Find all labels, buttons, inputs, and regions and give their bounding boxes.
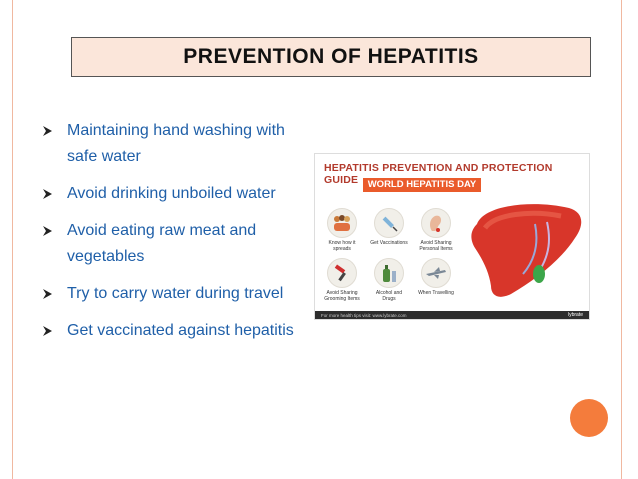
guide-tip-caption: Avoid Sharing Grooming Items	[324, 290, 360, 302]
arrow-bullet-icon	[43, 181, 57, 199]
slide-title-box	[71, 37, 591, 77]
guide-tip	[323, 208, 361, 252]
syringe-icon	[374, 208, 404, 238]
bullet-item	[43, 118, 333, 170]
guide-tip-caption: Get Vaccinations	[370, 240, 408, 246]
razor-icon	[327, 258, 357, 288]
arrow-bullet-icon	[43, 281, 57, 299]
bullet-item	[43, 181, 333, 207]
guide-tip	[417, 208, 455, 252]
guide-tip-caption: Alcohol and Drugs	[375, 290, 403, 302]
guide-tip	[417, 258, 455, 296]
bottle-icon	[374, 258, 404, 288]
bullet-text: Avoid eating raw meat and	[67, 222, 257, 239]
bullet-text-continued: safe water	[67, 148, 141, 165]
arrow-bullet-icon	[43, 218, 57, 236]
bullet-item	[43, 218, 333, 270]
bullet-item	[43, 318, 333, 344]
hepatitis-guide-image	[314, 153, 590, 320]
people-icon	[327, 208, 357, 238]
guide-tip	[370, 208, 408, 246]
bullet-text: Maintaining hand washing with	[67, 122, 285, 139]
guide-title: HEPATITIS PREVENTION AND PROTECTION GUIDE	[324, 162, 553, 186]
slide-border-left	[12, 0, 13, 479]
bullet-text-continued: vegetables	[67, 248, 145, 265]
brand-logo: lybrate	[567, 312, 583, 318]
bullet-text: Get vaccinated against hepatitis	[67, 322, 294, 339]
ear-icon	[421, 208, 451, 238]
bullet-item	[43, 281, 333, 307]
arrow-bullet-icon	[43, 318, 57, 336]
slide-title: PREVENTION OF HEPATITIS	[183, 45, 479, 68]
guide-tip-caption: Know how it spreads	[328, 240, 356, 252]
plane-icon	[421, 258, 451, 288]
liver-icon	[465, 194, 587, 306]
bullet-text: Try to carry water during travel	[67, 285, 284, 302]
guide-footer-text: For more health tips visit: www.lybrate.com	[321, 313, 407, 318]
bullet-list	[43, 118, 333, 355]
arrow-bullet-icon	[43, 118, 57, 136]
guide-subtitle: WORLD HEPATITIS DAY	[363, 178, 481, 192]
guide-tip	[323, 258, 361, 302]
slide-border-right	[621, 0, 622, 479]
guide-tip	[370, 258, 408, 302]
bullet-text: Avoid drinking unboiled water	[67, 185, 276, 202]
decorative-orange-circle	[570, 399, 608, 437]
guide-tip-caption: Avoid Sharing Personal Items	[419, 240, 453, 252]
guide-tip-caption: When Travelling	[418, 290, 454, 296]
